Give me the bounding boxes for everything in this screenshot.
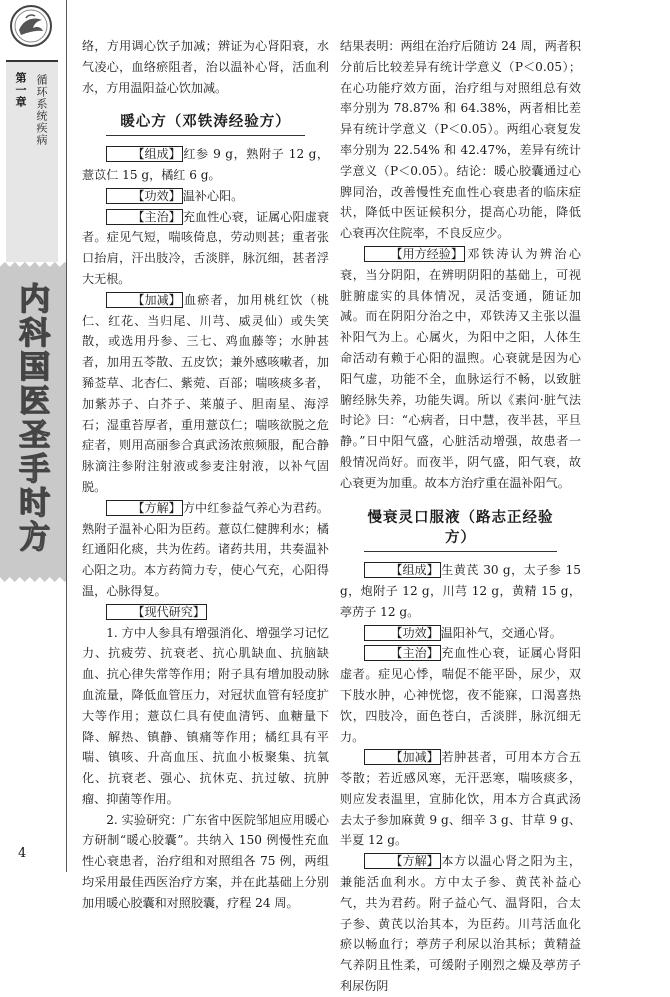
section-tag: 【主治】 — [106, 209, 183, 225]
page-number: 4 — [18, 846, 27, 861]
composition-section — [82, 144, 329, 186]
formula-heading — [364, 508, 557, 553]
research-item: 1. 方中人参具有增强消化、增强学习记忆力、抗疲劳、抗衰老、抗心肌缺血、抗脑缺血、抗心律失常等作用；附子具有增加股动脉血流量，降低血管压力，对冠状血管有轻度扩大等作用；薏苡仁具有使血清钙、血糖量下降、解热、镇静、镇痛等作用；橘红具有平喘、镇咳、升高血压、抗血小板聚集、抗氧化、抗衰老、强心、抗休克、抗过敏、抗肿瘤、抑菌等作用。 — [82, 625, 329, 806]
section-tag: 【方解】 — [106, 500, 183, 516]
section-text: 生黄芪 30 g，太子参 15 g，炮附子 12 g，川芎 12 g，黄精 15 g，葶苈子 12 g。 — [340, 563, 581, 619]
section-tag: 【功效】 — [364, 625, 441, 641]
effect-section — [82, 186, 329, 207]
formula-title: 慢衰灵口服液（路志正经验方） — [367, 509, 554, 547]
crane-emblem-icon — [9, 4, 53, 48]
right-column — [340, 36, 581, 997]
section-tag: 【组成】 — [106, 146, 183, 162]
modification-section — [82, 290, 329, 498]
section-tag: 【用方经验】 — [364, 246, 465, 262]
formula-heading — [106, 112, 305, 136]
section-text: 方中红参益气养心为君药。熟附子温补心阳为臣药。薏苡仁健脾利水；橘红通阳化痰，共为佐药。诸药共用，共奏温补心阳之功。本方药简力专，使心气充，心阳得温，心脉得复。 — [82, 500, 329, 598]
effect-section — [340, 623, 581, 644]
section-tag: 【现代研究】 — [106, 604, 207, 620]
chapter-tab — [6, 60, 58, 262]
section-text: 本方以温心肾之阳为主，兼能活血利水。方中太子参、黄芪补益心气，共为君药。附子益心气、温肾阳，合太子参、黄芪以治其本，为臣药。川芎活血化瘀以畅血行；葶苈子利尿以治其标；黄精益气养阴且性柔，可缓附子刚烈之燥及葶苈子利尿伤阴 — [340, 854, 581, 994]
paragraph: 络，方用调心饮子加减；辨证为心肾阳衰，水气凌心，血络瘀阻者，治以温补心肾，活血利水，方用温阳益心饮加减。 — [82, 39, 329, 95]
analysis-section — [340, 851, 581, 997]
section-tag: 【组成】 — [364, 562, 441, 578]
modification-section — [340, 747, 581, 851]
sidebar — [0, 0, 67, 872]
chapter-name: 循环系统疾病 — [35, 74, 48, 146]
analysis-section — [82, 498, 329, 602]
section-tag: 【加减】 — [364, 749, 441, 765]
composition-section — [340, 560, 581, 622]
research-section — [82, 602, 329, 623]
section-text: 邓铁涛认为辨治心衰，当分阴阳，在辨明阴阳的基础上，可视脏腑虚实的具体情况，灵活变通，随证加减。而在阴阳分治之中，邓铁涛又主张以温补阳气为上。心属火，为阳中之阳，人体生命活动有赖于心阳的温煦。心衰就是因为心阳气虚，功能不全，血脉运行不畅，以致脏腑经脉失养，功能失调。所以《素问·脏气法时论》曰：“心病者，日中慧，夜半甚，平旦静。”日中阳气盛，心脏活动增强，故患者一般情况尚好。而夜半，阴气盛，阳气衰，故心衰更为加重。故本方治疗重在温补阳气。 — [340, 246, 581, 490]
section-tag: 【方解】 — [364, 853, 441, 869]
chapter-label: 第一章 — [14, 72, 27, 108]
section-tag: 【加减】 — [106, 292, 183, 308]
paragraph: 结果表明：两组在治疗后随访 24 周，两者积分前后比较差异有统计学意义（P＜0.05）；在心功能疗效方面，治疗组与对照组总有效率分别为 78.87% 和 64.38%，两者相比差异有统计学意义（P＜0.05）。两组心衰复发率分别为 22.54% 和 42.47%，差异有统计学意义（P＜0.05）。结论：暖心胶囊通过心脾同治，改善慢性充血性心衰患者的临床症状，降低中医证候积分，提高心功能，降低心衰再次住院率，不良反应少。 — [340, 39, 581, 241]
section-tag: 【功效】 — [106, 188, 183, 204]
indication-section — [340, 643, 581, 747]
section-text: 温补心阳。 — [182, 188, 244, 203]
section-text: 充血性心衰，证属心阳虚衰者。症见气短，喘咳倚息，劳动则甚；重者张口抬肩，汗出肢冷，舌淡胖，脉沉细，甚者浮大无根。 — [82, 209, 329, 286]
formula-title: 暖心方（邓铁涛经验方） — [120, 114, 291, 131]
research-item: 2. 实验研究：广东省中医院邹旭应用暖心方研制“暖心胶囊”。共纳入 150 例慢性充血性心衰患者，治疗组和对照组各 75 例，两组均采用最佳西医治疗方案，并在此基础上分别加用暖心胶囊和对照胶囊，疗程 24 周。 — [82, 812, 329, 910]
book-title-band — [0, 262, 66, 582]
section-text: 红参 9 g，熟附子 12 g，薏苡仁 15 g，橘红 6 g。 — [82, 147, 329, 182]
section-text: 血瘀者，加用桃红饮（桃仁、红花、当归尾、川芎、威灵仙）或失笑散，或选用丹参、三七、鸡血藤等；水肿甚者，加用五苓散、五皮饮；兼外感咳嗽者，加豨莶草、北杏仁、紫菀、百部；喘咳痰多者，加紫苏子、白芥子、莱菔子、胆南星、海浮石；湿重苔厚者，重用薏苡仁；喘咳欲脱之危症者，则用高丽参合真武汤浓煎频服，配合静脉滴注参附注射液或参麦注射液，以补气固脱。 — [82, 292, 329, 494]
section-text: 若肿甚者，可用本方合五苓散；若近感风寒，无汗恶寒，喘咳痰多，则应发表温里，宣肺化饮，用本方合真武汤去太子参加麻黄 9 g、细辛 3 g、甘草 9 g、半夏 12 g。 — [340, 750, 581, 848]
section-text: 温阳补气，交通心肾。 — [440, 625, 562, 640]
section-tag: 【主治】 — [364, 645, 441, 661]
left-column — [82, 36, 329, 914]
experience-section — [340, 244, 581, 494]
book-title: 内科国医圣手时方 — [13, 282, 49, 554]
section-text: 充血性心衰，证属心肾阳虚者。症见心悸，喘促不能平卧，尿少，双下肢水肿，心神恍惚，夜不能寐，口渴喜热饮，四肢冷，面色苍白，舌淡胖，脉沉细无力。 — [340, 646, 581, 744]
indication-section — [82, 207, 329, 290]
